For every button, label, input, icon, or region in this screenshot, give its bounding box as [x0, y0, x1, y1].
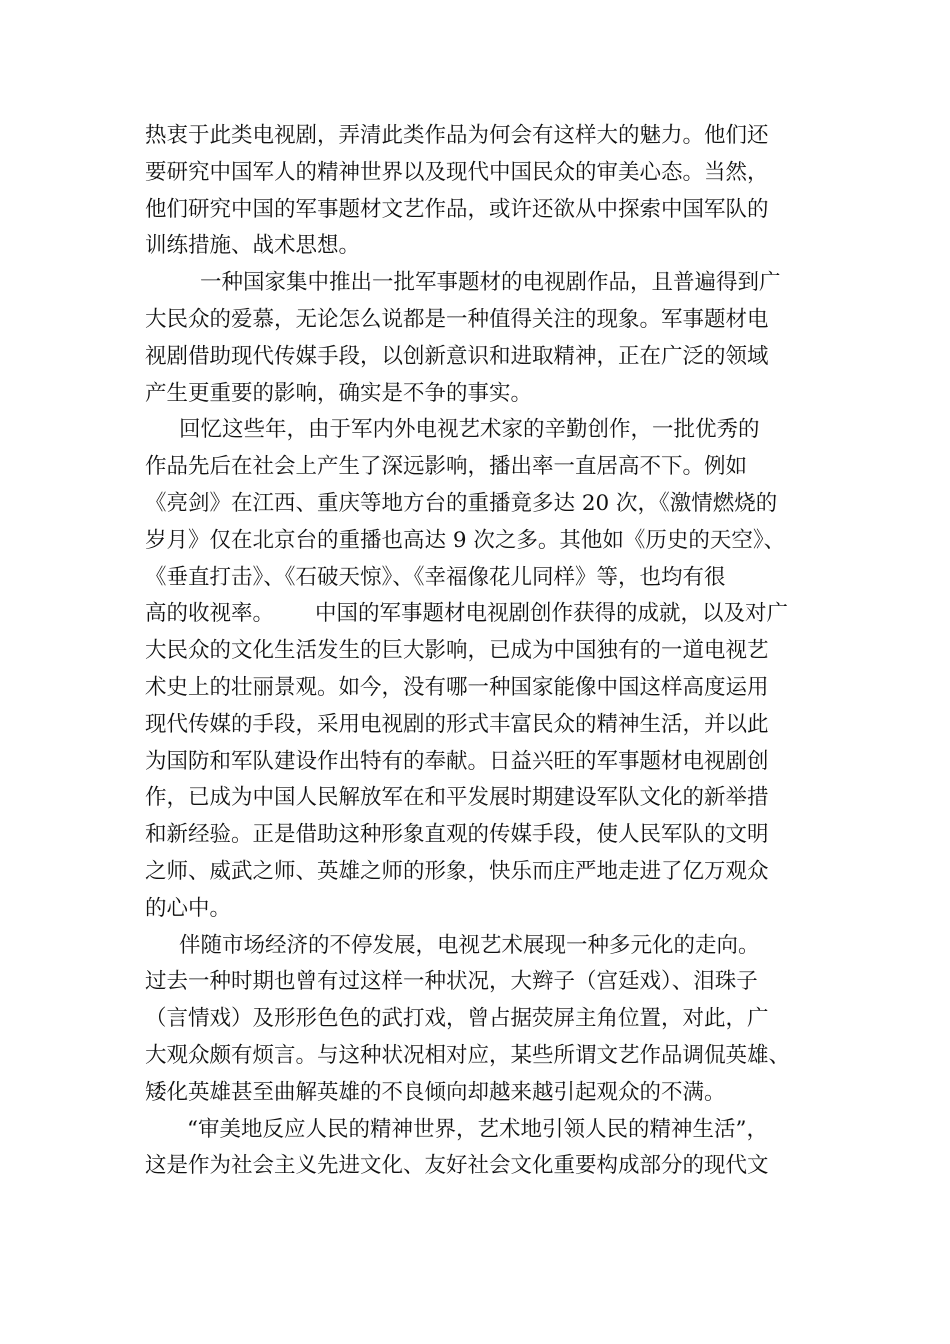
- text-line: 术史上的壮丽景观。如今，没有哪一种国家能像中国这样高度运用: [145, 674, 769, 700]
- text-line: 视剧借助现代传媒手段，以创新意识和进取精神，正在广泛的领域: [145, 343, 769, 369]
- text-line: 训练措施、战术思想。: [145, 233, 361, 259]
- text-line: 这是作为社会主义先进文化、友好社会文化重要构成部分的现代文: [145, 1153, 769, 1179]
- text-line: 热衷于此类电视剧，弄清此类作品为何会有这样大的魅力。他们还: [145, 123, 769, 148]
- text-line: 大观众颇有烦言。与这种状况相对应，某些所谓文艺作品调侃英雄、: [145, 1042, 791, 1068]
- text-line: 矮化英雄甚至曲解英雄的不良倾向却越来越引起观众的不满。: [145, 1079, 726, 1105]
- text-line: “审美地反应人民的精神世界，艺术地引领人民的精神生活”，: [187, 1116, 768, 1142]
- text-line: 大民众的文化生活发生的巨大影响，已成为中国独有的一道电视艺: [145, 638, 769, 664]
- text-line: 产生更重要的影响，确实是不争的事实。: [145, 380, 533, 406]
- text-line: 现代传媒的手段，采用电视剧的形式丰富民众的精神生活，并以此: [145, 711, 769, 737]
- text-line: 作品先后在社会上产生了深远影响，播出率一直居高不下。例如: [145, 454, 748, 480]
- body-text: [145, 118, 810, 1185]
- text-line: 作，已成为中国人民解放军在和平发展时期建设军队文化的新举措: [145, 785, 769, 811]
- text-line: 高的收视率。 中国的军事题材电视剧创作获得的成就，以及对广: [145, 601, 789, 627]
- text-line: 过去一种时期也曾有过这样一种状况，大辫子（宫廷戏）、泪珠子: [145, 969, 758, 995]
- text-line: 的心中。: [145, 895, 232, 921]
- text-line: 为国防和军队建设作出特有的奉献。日益兴旺的军事题材电视剧创: [145, 748, 769, 774]
- text-line: 《垂直打击》、《石破天惊》、《幸福像花儿同样》等，也均有很: [145, 564, 726, 590]
- text-line: 大民众的爱慕，无论怎么说都是一种值得关注的现象。军事题材电: [145, 306, 769, 332]
- text-line: （言情戏）及形形色色的武打戏，曾占据荧屏主角位置，对此，广: [145, 1006, 769, 1032]
- text-line: 《亮剑》在江西、重庆等地方台的重播竟多达 20 次，《激情燃烧的: [145, 490, 778, 516]
- text-line: 和新经验。正是借助这种形象直观的传媒手段，使人民军队的文明: [145, 822, 769, 848]
- text-line: 要研究中国军人的精神世界以及现代中国民众的审美心态。当然，: [145, 159, 769, 185]
- text-line: 回忆这些年，由于军内外电视艺术家的辛勤创作，一批优秀的: [179, 417, 760, 443]
- text-line: 之师、威武之师、英雄之师的形象，快乐而庄严地走进了亿万观众: [145, 858, 769, 884]
- text-line: 伴随市场经济的不停发展，电视艺术展现一种多元化的走向。: [179, 932, 760, 958]
- text-line: 一种国家集中推出一批军事题材的电视剧作品，且普遍得到广: [200, 270, 781, 296]
- text-line: 他们研究中国的军事题材文艺作品，或许还欲从中探索中国军队的: [145, 196, 769, 222]
- text-line: 岁月》仅在北京台的重播也高达 9 次之多。其他如《历史的天空》、: [145, 527, 786, 553]
